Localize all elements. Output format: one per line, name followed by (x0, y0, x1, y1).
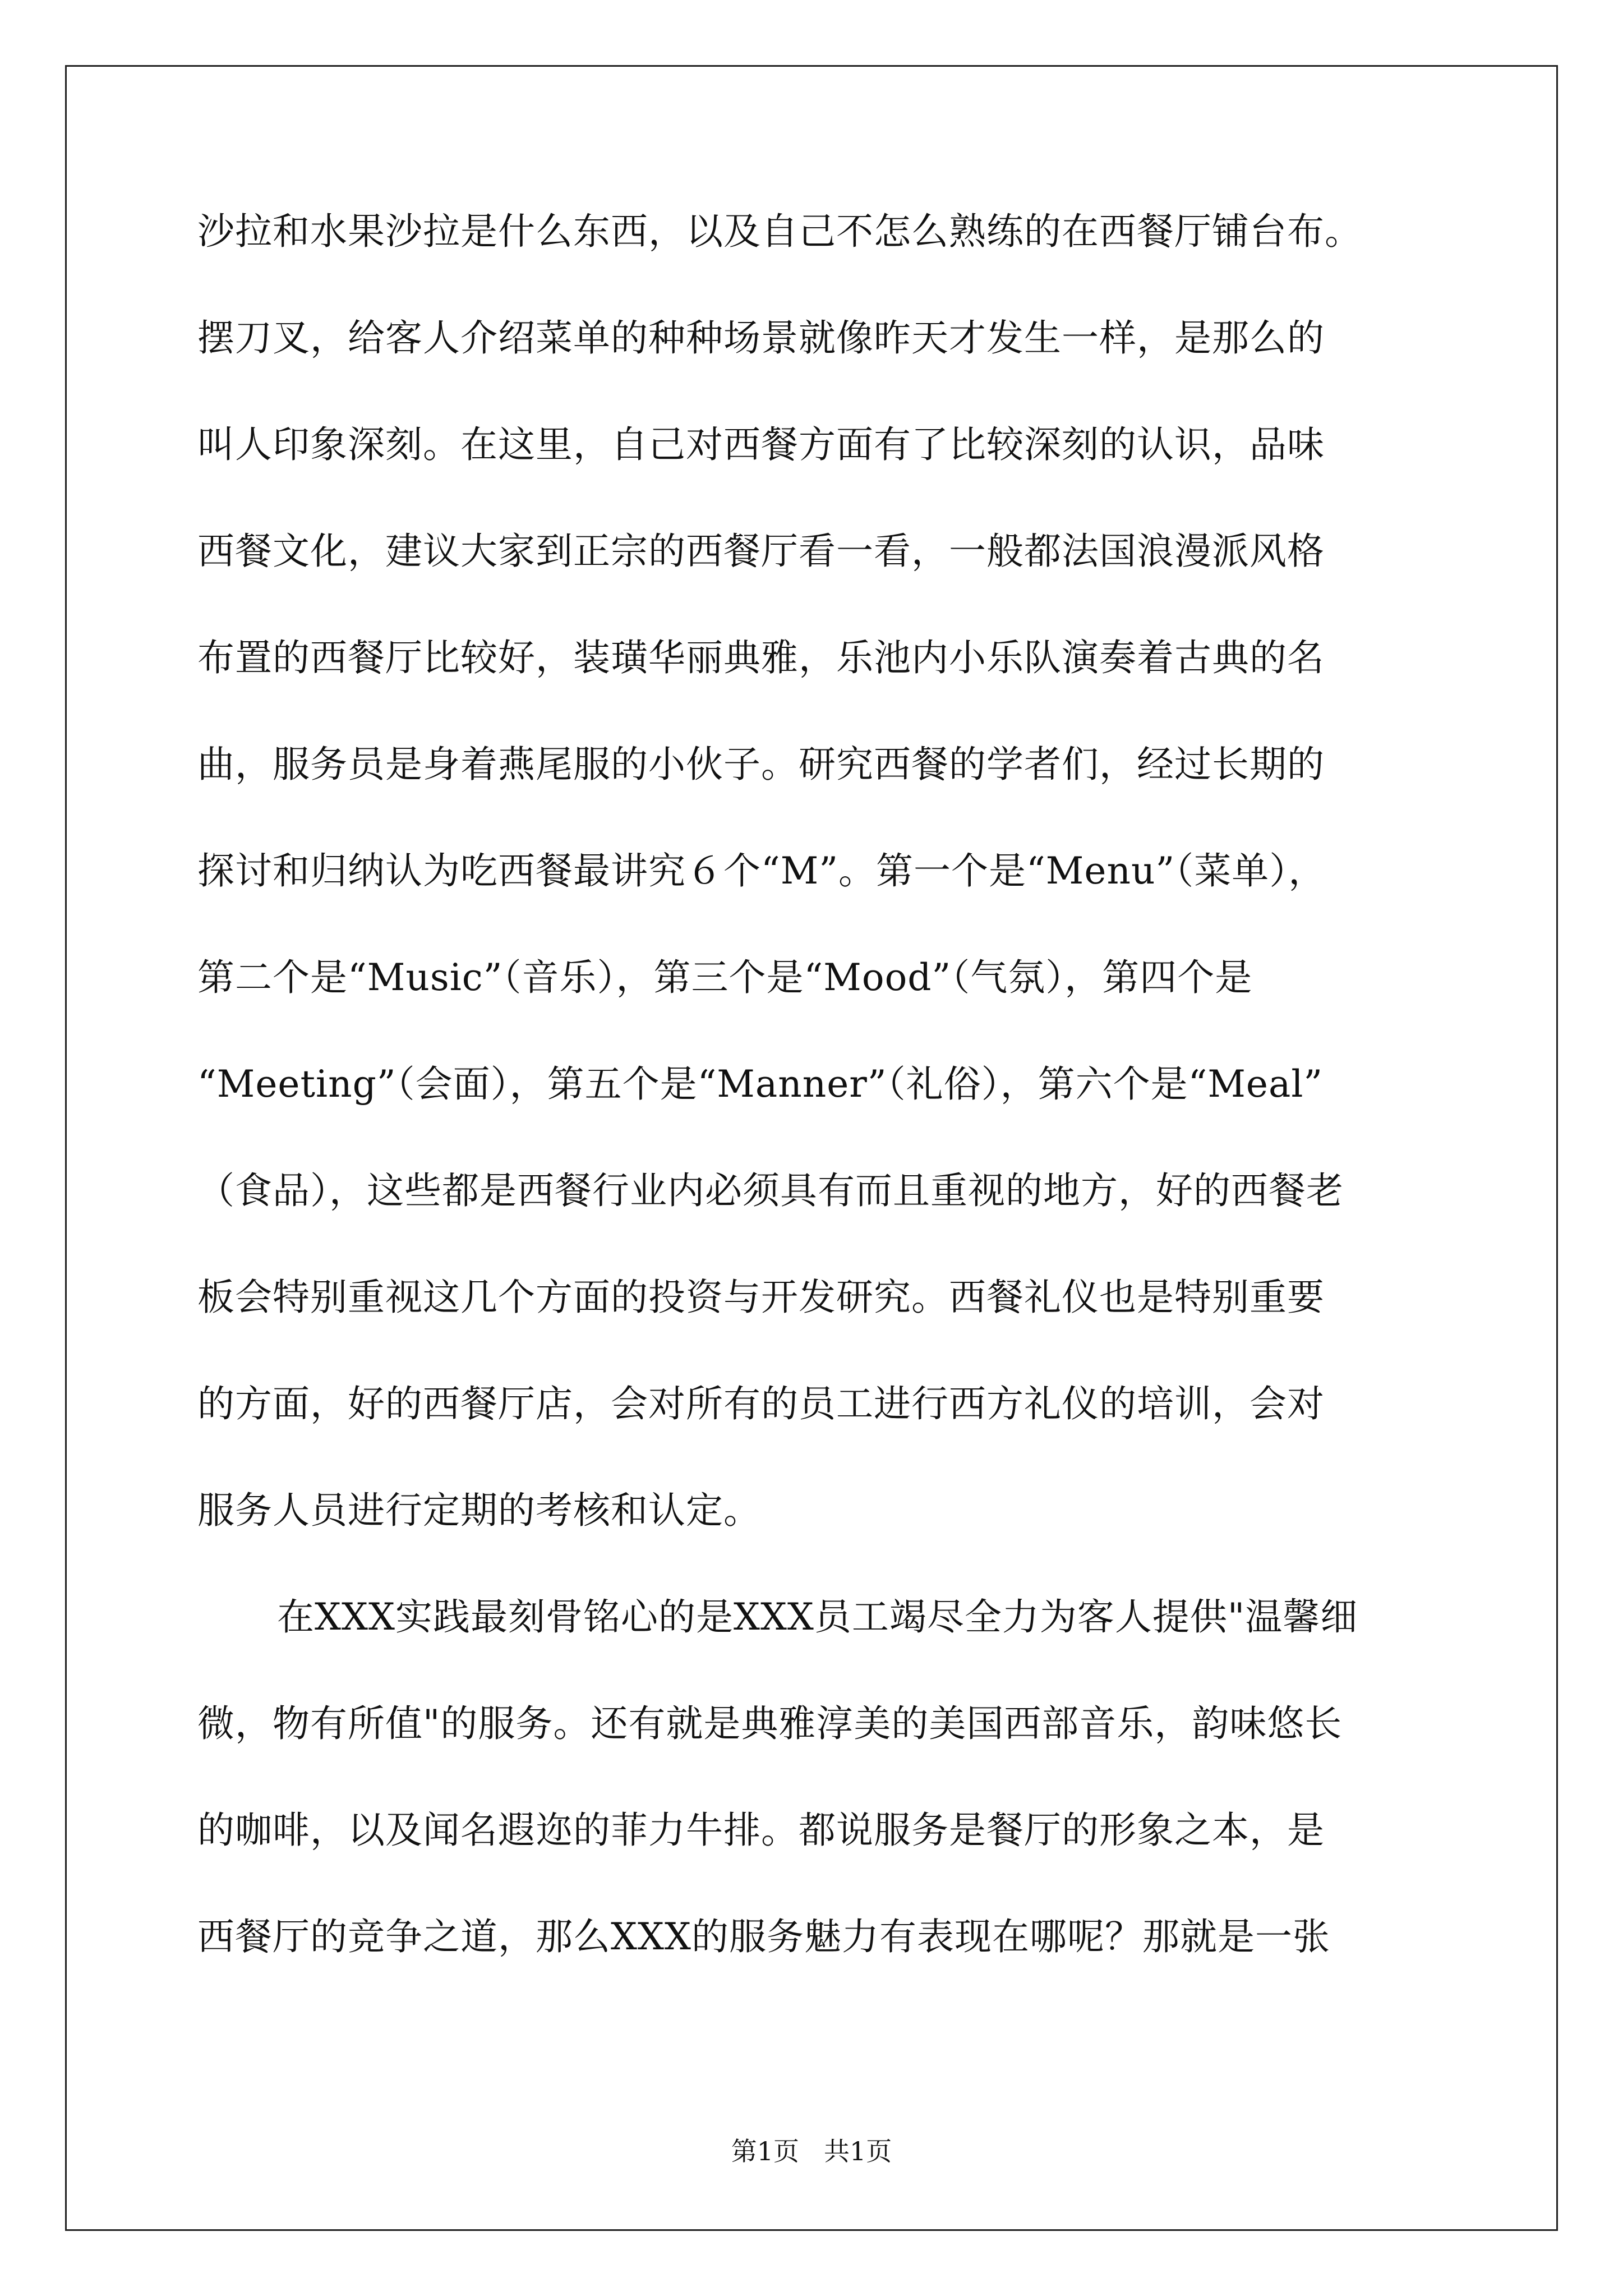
text-line: 探讨和归纳认为吃西餐最讲究６个“M”。第一个是“Menu”（菜单）， (197, 849, 1326, 892)
document-body (197, 210, 1431, 2025)
text-line: 微，物有所值"的服务。还有就是典雅淳美的美国西部音乐，韵味悠长 (197, 1702, 1343, 1745)
text-line: 的方面，好的西餐厅店，会对所有的员工进行西方礼仪的培训，会对 (197, 1382, 1325, 1425)
paragraph (197, 1595, 1431, 2025)
text-line: 服务人员进行定期的考核和认定。 (197, 1489, 761, 1532)
text-line: 西餐厅的竞争之道，那么XXX的服务魅力有表现在哪呢？那就是一张 (197, 1915, 1330, 1958)
text-line: 在XXX实践最刻骨铭心的是XXX员工竭尽全力为客人提供"温馨细 (277, 1595, 1358, 1639)
text-line: 摆刀叉，给客人介绍菜单的种种场景就像昨天才发生一样，是那么的 (197, 316, 1325, 360)
text-line: 叫人印象深刻。在这里，自己对西餐方面有了比较深刻的认识，品味 (197, 423, 1325, 466)
page-total: 共1页 (824, 2136, 892, 2166)
text-line: 西餐文化，建议大家到正宗的西餐厅看一看，一般都法国浪漫派风格 (197, 530, 1325, 573)
page-number: 第1页 (731, 2136, 799, 2166)
text-line: 沙拉和水果沙拉是什么东西，以及自己不怎么熟练的在西餐厅铺台布。 (197, 210, 1362, 253)
text-line: 板会特别重视这几个方面的投资与开发研究。西餐礼仪也是特别重要 (197, 1276, 1325, 1319)
text-line: 曲，服务员是身着燕尾服的小伙子。研究西餐的学者们，经过长期的 (197, 743, 1325, 786)
text-line: “Meeting”（会面），第五个是“Manner”（礼俗），第六个是“Meal” (197, 1062, 1324, 1106)
text-line: 第二个是“Music”（音乐），第三个是“Mood”（气氛），第四个是 (197, 956, 1253, 999)
page-footer (0, 2138, 1623, 2164)
text-line: （食品），这些都是西餐行业内必须具有而且重视的地方，好的西餐老 (197, 1169, 1344, 1212)
text-line: 的咖啡，以及闻名遐迩的菲力牛排。都说服务是餐厅的形象之本，是 (197, 1809, 1325, 1852)
text-line: 布置的西餐厅比较好，装璜华丽典雅，乐池内小乐队演奏着古典的名 (197, 636, 1325, 679)
paragraph (197, 210, 1431, 1599)
